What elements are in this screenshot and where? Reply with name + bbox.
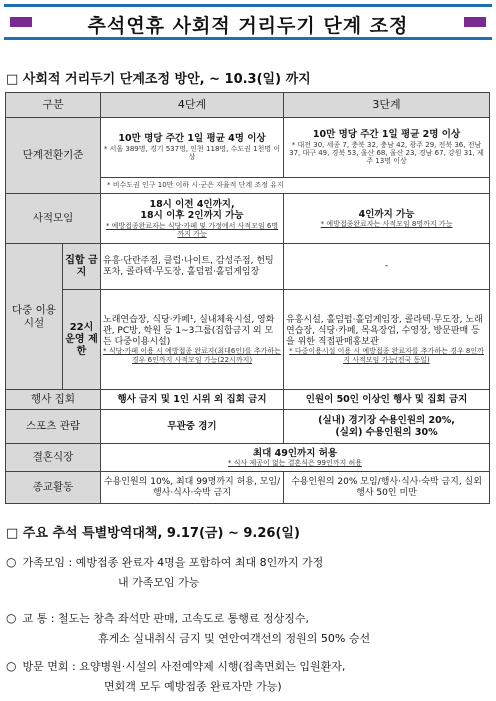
measure-transport-line1: 철도는 창측 좌석만 판매, 고속도로 통행료 정상징수, — [57, 612, 310, 625]
sports-level3-line1: (실내) 경기장 수용인원의 20%, — [318, 415, 455, 427]
table-row-private — [6, 194, 490, 244]
sports-level4: 무관중 경기 — [101, 410, 284, 444]
measure-visit-line2: 면회객 모두 예방접종 완료자만 가능) — [104, 680, 282, 693]
measure-visit-label: 방문 면회 : — [22, 660, 76, 673]
sports-level3 — [284, 410, 490, 444]
row-label-transition: 단계전환기준 — [6, 118, 101, 194]
limit-level4 — [101, 290, 284, 390]
row-label-sports: 스포츠 관람 — [6, 410, 101, 444]
row-label-limit: 22시 운영 제한 — [63, 290, 101, 390]
row-label-private: 사적모임 — [6, 194, 101, 244]
section-heading-special-measures: □ 주요 추석 특별방역대책, 9.17(금) ~ 9.26(일) — [6, 526, 300, 541]
header-level3: 3단계 — [284, 93, 490, 118]
private-level3-main: 4인까지 가능 — [358, 208, 415, 220]
religion-level4: 수용인원의 10%, 최대 99명까지 허용, 모임/행사·식사·숙박 금지 — [101, 472, 284, 504]
measure-family-label: 가족모임 : — [22, 556, 73, 569]
ban-level4: 유흥·단란주점, 클럽·나이트, 감성주점, 헌팅포차, 콜라텍·무도장, 홀덤펍·홀덤게임장 — [101, 244, 284, 290]
transition-level3 — [284, 118, 490, 178]
sports-level3-line2: (실외) 수용인원의 30% — [335, 426, 438, 438]
measure-transport-line2: 휴게소 실내취식 금지 및 연안여객선의 정원의 50% 승선 — [98, 632, 371, 645]
measure-visit — [6, 656, 345, 696]
limit-level3 — [284, 290, 490, 390]
banner-right-accent — [464, 17, 486, 27]
private-level3 — [284, 194, 490, 244]
table-row-wedding — [6, 444, 490, 472]
limit-level4-main: 노래연습장, 식당·카페¹, 실내체육시설, 영화관, PC방, 학원 등 1~3그룹(집합금지 외 모든 다중이용시설) — [103, 314, 275, 347]
title-banner — [4, 4, 492, 40]
measure-visit-line1: 요양병원·시설의 사전예약제 시행(접촉면회는 입원환자, — [79, 660, 346, 673]
transition-level4-main: 10만 명당 주간 1일 평균 4명 이상 — [118, 133, 266, 145]
measure-transport — [6, 608, 370, 648]
transition-level3-note: * 대전 30, 세종 7, 충북 32, 충남 42, 광주 29, 전북 36, 전남 37, 대구 49, 경북 53, 울산 68, 울산 23, 경남 67, 강원 31, 제주 13명 이상 — [289, 140, 484, 166]
bullet-circle-icon: ○ — [6, 611, 17, 625]
transition-common-note: * 비수도권 인구 10만 이하 시·군은 자율적 단계 조정 유지 — [101, 178, 490, 194]
bullet-circle-icon: ○ — [6, 659, 17, 673]
table-row-religion — [6, 472, 490, 504]
transition-level4 — [101, 118, 284, 178]
measure-transport-label: 교 통 : — [22, 612, 55, 625]
events-level3: 인원이 50인 이상인 행사 및 집회 금지 — [284, 390, 490, 410]
limit-level3-note: * 다중이용시설 이용 시 예방접종 완료자를 추가하는 경우 8인까지 사적모임 가능(전국 동일) — [289, 347, 484, 364]
measure-family — [6, 552, 323, 592]
religion-level3: 수용인원의 20% 모임/행사·식사·숙박 금지, 실외 행사 50인 미만 — [284, 472, 490, 504]
header-category: 구분 — [6, 93, 101, 118]
transition-level3-main: 10만 명당 주간 1일 평균 2명 이상 — [312, 129, 461, 141]
private-level4 — [101, 194, 284, 244]
table-row-limit — [6, 290, 490, 390]
header-level4: 4단계 — [101, 93, 284, 118]
wedding-content — [101, 444, 490, 472]
events-level4: 행사 금지 및 1인 시위 외 집회 금지 — [101, 390, 284, 410]
private-level4-line1: 18시 이전 4인까지, — [149, 198, 235, 210]
row-label-wedding: 결혼식장 — [6, 444, 101, 472]
private-level4-note: * 예방접종완료자는 식당·카페 및 가정에서 사적모임 6명까지 가능 — [105, 221, 279, 238]
section-heading-distancing: □ 사회적 거리두기 단계조정 방안, ~ 10.3(일) 까지 — [6, 72, 311, 87]
table-row-sports — [6, 410, 490, 444]
table-row-events — [6, 390, 490, 410]
row-label-facilities: 다중 이용시설 — [6, 244, 63, 390]
private-level4-line2: 18시 이후 2인까지 가능 — [140, 210, 244, 222]
row-label-ban: 집합 금지 — [63, 244, 101, 290]
wedding-main: 최대 49인까지 허용 — [252, 447, 338, 459]
table-row-ban — [6, 244, 490, 290]
table-header-row — [6, 93, 490, 118]
table-row-transition — [6, 118, 490, 178]
row-label-events: 행사 집회 — [6, 390, 101, 410]
private-level3-note: * 예방접종완료자는 사적모임 8명까지 가능 — [320, 220, 453, 228]
wedding-note: * 식사 제공이 없는 결혼식은 99인까지 허용 — [228, 459, 362, 467]
row-label-religion: 종교활동 — [6, 472, 101, 504]
bullet-circle-icon: ○ — [6, 555, 17, 569]
measure-family-line1: 예방접종 완료자 4명을 포함하여 최대 8인까지 가정 — [75, 556, 324, 569]
limit-level3-main: 유흥시설, 홀덤펍·홀덤게임장, 콜라텍·무도장, 노래연습장, 식당·카페, 목욕장업, 수영장, 방문판매 등을 위한 직접판매홍보관 — [286, 314, 483, 347]
limit-level4-note: * 식당·카페 이용 시 예방접종 완료자(최대6인)를 추가하는 경우 6인까지 사적모임 가능(22시까지) — [103, 347, 281, 364]
page-title: 추석연휴 사회적 거리두기 단계 조정 — [87, 15, 409, 37]
distancing-table — [5, 92, 490, 504]
ban-level3: - — [284, 244, 490, 290]
transition-level4-note: * 서울 389명, 경기 537명, 인천 118명, 수도권 1천명 이상 — [103, 144, 281, 162]
measure-family-line2: 내 가족모임 가능 — [118, 576, 200, 589]
